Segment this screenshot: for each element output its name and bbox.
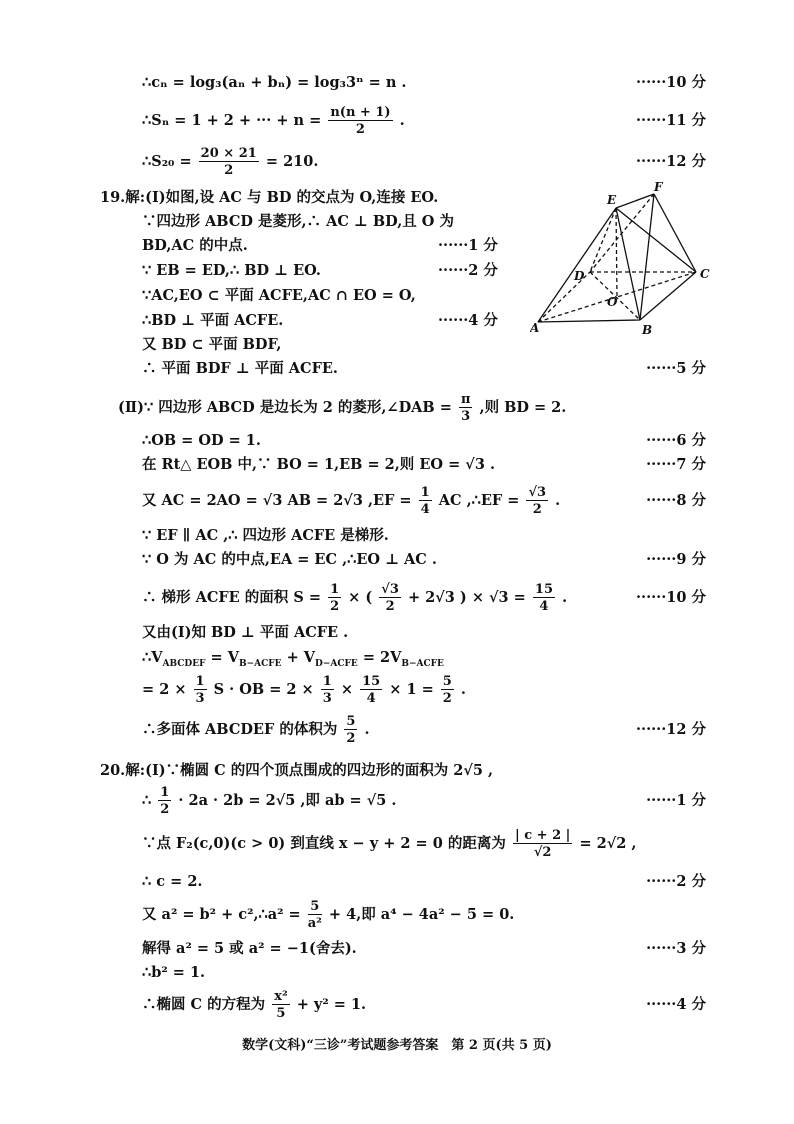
text-19-10: 在 Rt△ EOB 中,∵ BO = 1,EB = 2,则 EO = √3 . <box>142 456 495 473</box>
text-20-1 <box>142 784 396 818</box>
fraction-s20 <box>199 147 259 177</box>
edge-FC <box>654 194 696 272</box>
frac-num: 1 <box>195 674 205 689</box>
text-19-3: ∵ EB = ED,∴ BD ⊥ EO. <box>142 262 321 279</box>
fraction-15-4b <box>360 675 382 705</box>
line-20-1 <box>0 784 794 818</box>
problem-20-text: 20.解:(Ⅰ)∵椭圆 C 的四个顶点围成的四边形的面积为 2√5 , <box>100 762 494 779</box>
sub-bacfe2: B−ACFE <box>401 658 444 669</box>
frac-den: 4 <box>366 691 376 706</box>
fraction-sqrt3-2 <box>526 486 548 516</box>
text-19-7: ∴ 平面 BDF ⊥ 平面 ACFE. <box>142 360 338 377</box>
text-19-14-a: ∴ 梯形 ACFE 的面积 S = <box>142 589 321 606</box>
frac-den: 4 <box>539 599 549 614</box>
sub-dacfe: D−ACFE <box>315 658 358 669</box>
frac-num: 1 <box>160 785 170 800</box>
edge-EO <box>616 208 617 296</box>
frac-den: 2 <box>224 163 234 178</box>
score-4b: ······4 分 <box>646 996 706 1013</box>
problem-19-text: 19.解:(Ⅰ)如图,设 AC 与 BD 的交点为 O,连接 EO. <box>100 189 439 206</box>
text-19-17-d: × 1 = <box>389 681 434 698</box>
text-19-8 <box>118 392 566 424</box>
score-3: ······3 分 <box>646 940 706 957</box>
text-20-1-b: · 2a · 2b = 2√5 ,即 ab = √5 . <box>178 792 397 809</box>
frac-num: 5 <box>308 900 322 915</box>
frac-den: 2 <box>532 502 542 517</box>
edge-AB <box>538 320 640 322</box>
frac-den: 2 <box>355 122 365 137</box>
text-19-16: $\therefore V_{ABCDEF} = V_{B-ACFE} + V_{D-ACFE} = 2V_{B-ACFE}$ <box>142 649 444 669</box>
score-1b: ······1 分 <box>646 792 706 809</box>
frac-den: a² <box>307 916 322 931</box>
text-20-2-a: ∵点 F₂(c,0)(c > 0) 到直线 x − y + 2 = 0 的距离为 <box>142 835 506 852</box>
text-19-17 <box>142 672 466 708</box>
score-5: ······5 分 <box>646 360 706 377</box>
text-19-14 <box>142 580 567 616</box>
edge-AE <box>538 208 616 322</box>
text-19-14-b: × ( <box>348 589 373 606</box>
edge-BC <box>640 272 696 320</box>
formula-s20-lhs: ∴S₂₀ = <box>142 153 192 170</box>
frac-den: 3 <box>461 409 471 424</box>
frac-num: 15 <box>534 582 553 597</box>
text-19-5: ∴BD ⊥ 平面 ACFE. <box>142 312 284 329</box>
score-9: ······9 分 <box>646 551 706 568</box>
line-19-10 <box>0 452 794 478</box>
fraction-5-2b <box>344 715 357 745</box>
text-19-17-b: S · OB = 2 × <box>213 681 314 698</box>
line-19-11 <box>0 484 794 518</box>
frac-num: 1 <box>330 582 340 597</box>
frac-num: √3 <box>381 582 399 597</box>
label-D: D <box>574 269 585 283</box>
formula-cn: ∴cₙ = log₃(aₙ + bₙ) = log₃3ⁿ = n . <box>142 74 407 91</box>
score-2: ······2 分 <box>438 262 498 279</box>
frac-num: 1 <box>322 674 332 689</box>
text-20-4-a: 又 a² = b² + c²,∴a² = <box>142 906 301 923</box>
text-19-11-b: AC ,∴EF = <box>438 492 520 509</box>
fraction-distance <box>513 829 572 859</box>
text-19-18 <box>142 712 370 748</box>
text-19-11-c: . <box>555 492 561 509</box>
line-19-9 <box>0 428 794 454</box>
text-19-14-c: + 2√3 ) × √3 = <box>407 589 526 606</box>
line-19-18 <box>0 712 794 748</box>
text-19-9: ∴OB = OD = 1. <box>142 432 261 449</box>
frac-den: 2 <box>442 691 452 706</box>
frac-den: 5 <box>276 1006 286 1021</box>
frac-num: 5 <box>442 674 452 689</box>
line-19-17 <box>0 672 794 708</box>
fraction-5-2a <box>441 675 454 705</box>
frac-den: 2 <box>160 802 170 817</box>
text-20-4 <box>142 898 514 932</box>
line-sn <box>0 104 794 138</box>
frac-num: | c + 2 | <box>514 828 571 843</box>
line-20-4 <box>0 898 794 932</box>
sub-abcdef: ABCDEF <box>162 658 206 669</box>
formula-s20-rhs: = 210. <box>265 153 319 170</box>
fraction-sn <box>328 106 392 136</box>
formula-sn-lhs: ∴Sₙ = 1 + 2 + ··· + n = <box>142 112 322 129</box>
fraction-1-3a <box>194 675 207 705</box>
text-19-11 <box>142 484 560 518</box>
label-A: A <box>530 321 540 335</box>
line-19-16 <box>0 645 794 671</box>
label-O: O <box>607 295 618 309</box>
text-19-17-a: = 2 × <box>142 681 187 698</box>
frac-den: 3 <box>322 691 332 706</box>
text-19-12: ∵ EF ∥ AC ,∴ 四边形 ACFE 是梯形. <box>142 527 389 544</box>
text-20-4-b: + 4,即 a⁴ − 4a² − 5 = 0. <box>328 906 515 923</box>
frac-num: √3 <box>528 485 547 500</box>
score-10b: ······10 分 <box>635 589 706 606</box>
text-19-4: ∵AC,EO ⊂ 平面 ACFE,AC ∩ EO = O, <box>142 287 416 304</box>
frac-den: 2 <box>385 599 395 614</box>
line-19-12 <box>0 523 794 549</box>
frac-num: π <box>460 392 471 407</box>
line-20-3 <box>0 869 794 895</box>
frac-num: 15 <box>362 674 381 689</box>
line-19-7 <box>0 356 794 382</box>
text-19-13: ∵ O 为 AC 的中点,EA = EC ,∴EO ⊥ AC . <box>142 551 437 568</box>
line-19-15 <box>0 620 794 646</box>
label-E: E <box>607 193 617 207</box>
fraction-1-3b <box>321 675 334 705</box>
polyhedron-figure <box>530 180 720 340</box>
problem-20-heading <box>0 758 794 784</box>
score-12: ······12 分 <box>635 153 706 170</box>
score-1: ······1 分 <box>438 237 498 254</box>
fraction-5-a2 <box>308 900 322 930</box>
line-s20 <box>0 145 794 179</box>
formula-sn <box>142 104 405 138</box>
frac-num: n(n + 1) <box>330 105 391 120</box>
frac-den: 2 <box>346 731 356 746</box>
frac-num: x² <box>274 989 288 1004</box>
line-20-7 <box>0 988 794 1022</box>
fraction-1-2b <box>158 786 171 816</box>
frac-num: 20 × 21 <box>200 146 257 161</box>
text-19-15: 又由(Ⅰ)知 BD ⊥ 平面 ACFE . <box>142 624 349 641</box>
fraction-15-4 <box>533 583 555 613</box>
score-8: ······8 分 <box>646 492 706 509</box>
sub-bacfe: B−ACFE <box>238 658 282 669</box>
frac-den: √2 <box>533 845 552 860</box>
score-6: ······6 分 <box>646 432 706 449</box>
line-20-5 <box>0 936 794 962</box>
formula-s20 <box>142 145 318 179</box>
formula-sn-end: . <box>399 112 405 129</box>
score-11: ······11 分 <box>635 112 706 129</box>
text-20-6: ∴b² = 1. <box>142 964 206 981</box>
text-19-8-a: (Ⅱ)∵ 四边形 ABCD 是边长为 2 的菱形,∠DAB = <box>118 399 452 416</box>
label-C: C <box>700 267 710 281</box>
frac-den: 3 <box>195 691 205 706</box>
score-10: ······10 分 <box>635 74 706 91</box>
text-19-14-d: . <box>562 589 568 606</box>
text-19-2: BD,AC 的中点. <box>142 237 248 254</box>
text-19-17-c: × <box>340 681 354 698</box>
line-19-14 <box>0 580 794 616</box>
text-19-18-a: ∴多面体 ABCDEF 的体积为 <box>142 721 338 738</box>
score-4: ······4 分 <box>438 312 498 329</box>
fraction-sqrt3-2b <box>379 583 401 613</box>
label-F: F <box>654 180 663 194</box>
edge-FB <box>640 194 654 320</box>
text-19-11-a: 又 AC = 2AO = √3 AB = 2√3 ,EF = <box>142 492 412 509</box>
text-20-7-a: ∴椭圆 C 的方程为 <box>142 996 266 1013</box>
text-20-2 <box>142 826 636 862</box>
line-19-13 <box>0 547 794 573</box>
text-19-8-b: ,则 BD = 2. <box>479 399 567 416</box>
frac-den: 2 <box>330 599 340 614</box>
score-12b: ······12 分 <box>635 721 706 738</box>
line-19-8 <box>0 392 794 424</box>
text-19-6: 又 BD ⊂ 平面 BDF, <box>142 336 282 353</box>
line-20-6 <box>0 960 794 986</box>
text-20-1-a: ∴ <box>142 792 152 809</box>
fraction-pi-3 <box>459 393 473 423</box>
text-20-7 <box>142 988 366 1022</box>
fraction-x2-5 <box>272 990 289 1020</box>
frac-num: 5 <box>346 714 356 729</box>
fraction-1-2 <box>328 583 341 613</box>
page-footer: 数学(文科)“三诊”考试题参考答案 第 2 页(共 5 页) <box>242 1038 552 1053</box>
text-20-3: ∴ c = 2. <box>142 873 203 890</box>
score-7: ······7 分 <box>646 456 706 473</box>
line-20-2 <box>0 826 794 862</box>
label-B: B <box>642 323 653 337</box>
text-20-5: 解得 a² = 5 或 a² = −1(舍去). <box>142 940 357 957</box>
text-19-17-e: . <box>460 681 466 698</box>
text-19-1: ∵四边形 ABCD 是菱形,∴ AC ⊥ BD,且 O 为 <box>142 213 454 230</box>
text-20-2-b: = 2√2 , <box>579 835 637 852</box>
score-2b: ······2 分 <box>646 873 706 890</box>
text-19-18-b: . <box>364 721 370 738</box>
frac-num: 1 <box>420 485 430 500</box>
fraction-1-4 <box>419 486 432 516</box>
text-20-7-b: + y² = 1. <box>296 996 367 1013</box>
frac-den: 4 <box>420 502 430 517</box>
line-cn <box>0 70 794 96</box>
